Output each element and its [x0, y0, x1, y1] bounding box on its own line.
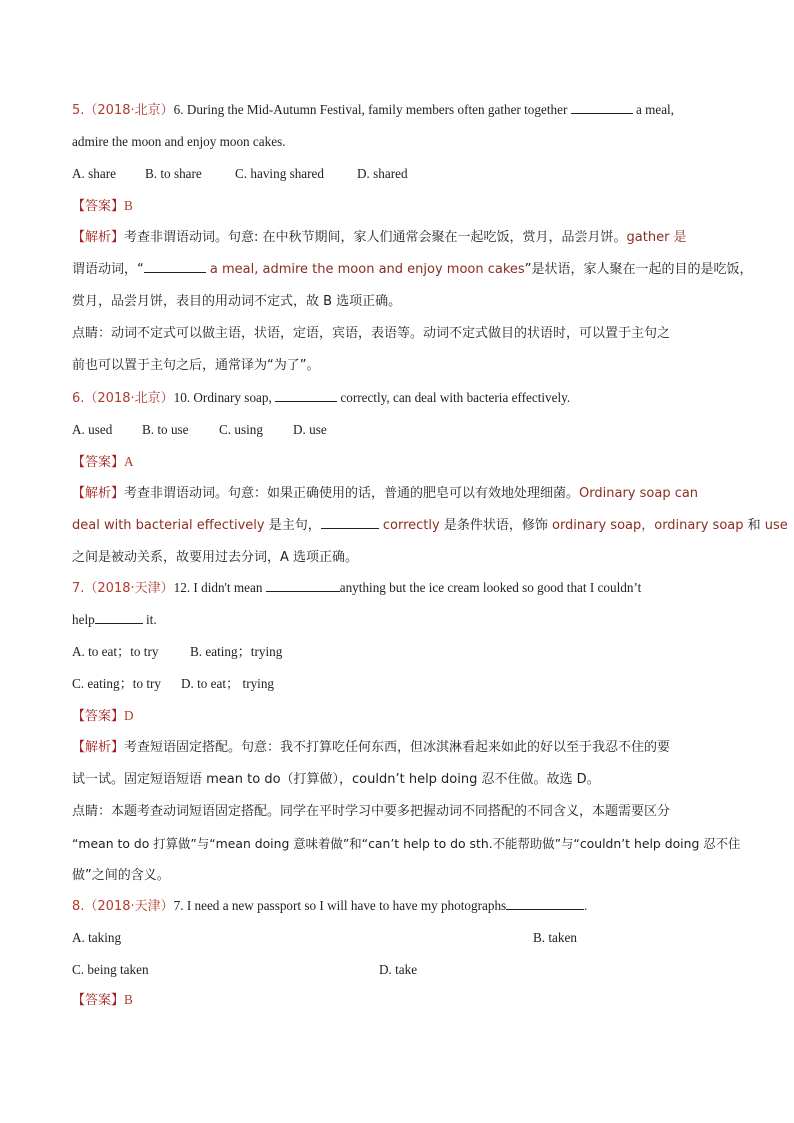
q5-option-a: A. share	[72, 166, 116, 181]
q6-option-d: D. use	[293, 422, 327, 437]
q7-note-line2: “mean to do 打算做”与“mean doing 意味着做”和“can’t help to do sth.不能帮助做”与“couldn’t help doing 忍不住	[72, 836, 741, 851]
q8-option-c: C. being taken	[72, 962, 149, 977]
analysis-tag: 【解析】	[72, 230, 125, 245]
q8-answer	[72, 990, 724, 1011]
answer-value: B	[124, 198, 133, 213]
q6-option-a: A. used	[72, 422, 113, 437]
q6-answer	[72, 452, 724, 473]
answer-tag: 【答案】	[72, 993, 125, 1008]
q7-number: 7.（2018·天津）	[72, 581, 174, 596]
q7-option-a: A. to eat；to try	[72, 644, 159, 659]
answer-value: B	[124, 992, 133, 1007]
q5-option-b: B. to share	[145, 166, 202, 181]
q8-options-row1	[72, 928, 724, 948]
q5-option-c: C. having shared	[235, 166, 324, 181]
q6-option-b: B. to use	[142, 422, 189, 437]
q8-option-d: D. take	[379, 962, 418, 977]
answer-tag: 【答案】	[72, 709, 125, 724]
q5-stem-line2: admire the moon and enjoy moon cakes.	[72, 134, 286, 149]
q7-note-line3: 做”之间的含义。	[72, 868, 170, 883]
q5-analysis-line2: 谓语动词，“ a meal, admire the moon and enjoy moon cakes”是状语，家人聚在一起的目的是吃饭，	[72, 262, 753, 277]
q5-stem: 5.（2018·北京）6. During the Mid-Autumn Festival, family members often gather together a meal,	[72, 102, 675, 118]
q5-option-d: D. shared	[357, 166, 408, 181]
q6-stem: 6.（2018·北京）10. Ordinary soap, correctly, can deal with bacteria effectively.	[72, 390, 571, 406]
q8-stem: 8.（2018·天津）7. I need a new passport so I will have to have my photographs .	[72, 898, 588, 914]
q7-options-row2	[72, 674, 724, 694]
q7-note-line1: 点睛：本题考查动词短语固定搭配。同学在平时学习中要多把握动词不同搭配的不同含义，本题需要区分	[72, 804, 671, 819]
q7-option-b: B. eating；trying	[190, 644, 283, 659]
q7-stem: 7.（2018·天津）12. I didn't mean anything but the ice cream looked so good that I couldn’t	[72, 580, 642, 596]
q8-options-row2	[72, 960, 724, 980]
answer-blank	[571, 101, 633, 114]
q8-option-a: A. taking	[72, 930, 122, 945]
q8-option-b: B. taken	[533, 930, 577, 945]
answer-blank	[506, 897, 584, 910]
q5-note-line1: 点睛：动词不定式可以做主语，状语，定语，宾语，表语等。动词不定式做目的状语时，可以置于主句之	[72, 326, 671, 341]
q7-stem-line2: help it.	[72, 612, 157, 627]
q7-option-d: D. to eat； trying	[181, 676, 275, 691]
answer-tag: 【答案】	[72, 455, 125, 470]
answer-blank	[144, 260, 206, 273]
answer-blank	[95, 611, 143, 624]
answer-value: D	[124, 708, 134, 723]
q5-analysis-line1: 【解析】考查非谓语动词。句意: 在中秋节期间，家人们通常会聚在一起吃饭，赏月，品尝月饼。gather 是	[72, 230, 687, 245]
analysis-tag: 【解析】	[72, 486, 125, 501]
q6-number: 6.（2018·北京）	[72, 391, 174, 406]
q6-option-c: C. using	[219, 422, 263, 437]
q7-analysis-line2: 试一试。固定短语短语 mean to do（打算做），couldn’t help doing 忍不住做。故选 D。	[72, 772, 600, 787]
q6-analysis-line1: 【解析】考查非谓语动词。句意：如果正确使用的话，普通的肥皂可以有效地处理细菌。Ordinary soap can	[72, 486, 699, 501]
answer-blank	[266, 579, 340, 592]
answer-blank	[321, 516, 379, 529]
q5-note-line2: 前也可以置于主句之后，通常译为“为了”。	[72, 358, 320, 373]
q7-analysis-line1: 【解析】考查短语固定搭配。句意：我不打算吃任何东西，但冰淇淋看起来如此的好以至于我忍不住的要	[72, 740, 671, 755]
answer-tag: 【答案】	[72, 199, 125, 214]
q7-option-c: C. eating；to try	[72, 676, 162, 691]
q6-options	[72, 420, 724, 440]
q7-answer	[72, 706, 724, 727]
answer-value: A	[124, 454, 134, 469]
q5-options	[72, 164, 724, 184]
q8-number: 8.（2018·天津）	[72, 899, 174, 914]
q5-number: 5.（2018·北京）	[72, 103, 174, 118]
q6-analysis-line2: deal with bacterial effectively 是主句， correctly 是条件状语，修饰 ordinary soap，ordinary soap 和 use	[72, 518, 788, 533]
q7-options-row1	[72, 642, 724, 662]
analysis-tag: 【解析】	[72, 740, 125, 755]
q6-analysis-line3: 之间是被动关系，故要用过去分词，A 选项正确。	[72, 550, 359, 565]
answer-blank	[275, 389, 337, 402]
q5-answer	[72, 196, 724, 217]
q5-analysis-line3: 赏月，品尝月饼，表目的用动词不定式，故 B 选项正确。	[72, 294, 402, 309]
